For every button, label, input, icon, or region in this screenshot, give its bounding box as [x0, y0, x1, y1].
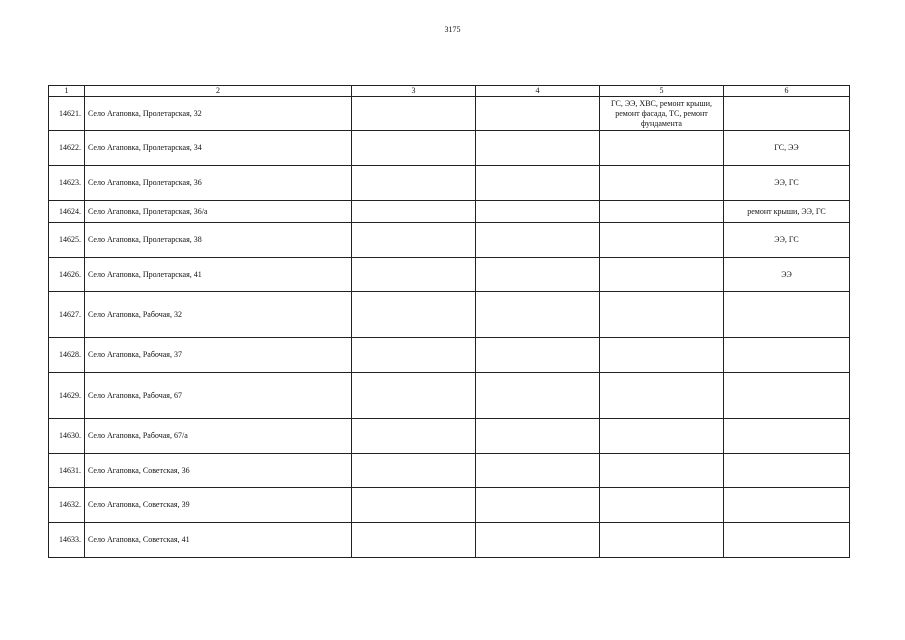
column-header-3: 3 [352, 86, 476, 97]
row-number: 14632. [49, 488, 85, 523]
row-number: 14624. [49, 201, 85, 223]
row-col-3 [352, 201, 476, 223]
row-col-6 [724, 454, 850, 488]
row-col-5 [600, 373, 724, 419]
row-col-3 [352, 292, 476, 338]
table-row [49, 373, 850, 419]
column-header-4: 4 [476, 86, 600, 97]
row-col-5: ГС, ЭЭ, ХВС, ремонт крыши, ремонт фасада, ТС, ремонт фундамента [600, 97, 724, 131]
row-col-3 [352, 373, 476, 419]
row-col-3 [352, 166, 476, 201]
row-col-3 [352, 454, 476, 488]
row-number: 14626. [49, 258, 85, 292]
row-col-3 [352, 338, 476, 373]
table-row [49, 131, 850, 166]
row-col-5 [600, 454, 724, 488]
page-number: 3175 [444, 25, 461, 34]
row-col-4 [476, 166, 600, 201]
row-col-6 [724, 419, 850, 454]
row-col-5 [600, 419, 724, 454]
row-col-3 [352, 523, 476, 558]
row-col-3 [352, 131, 476, 166]
column-header-5: 5 [600, 86, 724, 97]
row-col-5 [600, 131, 724, 166]
row-col-3 [352, 258, 476, 292]
row-col-6: ЭЭ [724, 258, 850, 292]
row-col-5 [600, 338, 724, 373]
table-row [49, 201, 850, 223]
table-header-row [49, 86, 850, 97]
row-address: Село Агаповка, Пролетарская, 38 [85, 223, 352, 258]
row-address: Село Агаповка, Рабочая, 37 [85, 338, 352, 373]
row-col-5 [600, 166, 724, 201]
row-col-4 [476, 292, 600, 338]
row-col-4 [476, 131, 600, 166]
row-col-5 [600, 223, 724, 258]
row-col-5 [600, 488, 724, 523]
row-address: Село Агаповка, Пролетарская, 36 [85, 166, 352, 201]
row-col-4 [476, 97, 600, 131]
row-col-5 [600, 523, 724, 558]
row-address: Село Агаповка, Советская, 39 [85, 488, 352, 523]
row-number: 14622. [49, 131, 85, 166]
row-col-6: ЭЭ, ГС [724, 166, 850, 201]
row-col-4 [476, 201, 600, 223]
table-row [49, 523, 850, 558]
row-col-4 [476, 523, 600, 558]
row-col-6 [724, 488, 850, 523]
row-col-4 [476, 338, 600, 373]
row-col-5 [600, 201, 724, 223]
table-row [49, 292, 850, 338]
table-row [49, 454, 850, 488]
row-col-5 [600, 258, 724, 292]
row-col-3 [352, 97, 476, 131]
row-col-3 [352, 223, 476, 258]
row-number: 14631. [49, 454, 85, 488]
row-col-6: ГС, ЭЭ [724, 131, 850, 166]
row-col-4 [476, 454, 600, 488]
row-address: Село Агаповка, Советская, 41 [85, 523, 352, 558]
row-number: 14621. [49, 97, 85, 131]
row-col-6 [724, 338, 850, 373]
row-address: Село Агаповка, Рабочая, 67/а [85, 419, 352, 454]
column-header-1: 1 [49, 86, 85, 97]
row-number: 14629. [49, 373, 85, 419]
row-address: Село Агаповка, Пролетарская, 41 [85, 258, 352, 292]
row-number: 14628. [49, 338, 85, 373]
row-col-4 [476, 488, 600, 523]
table-row [49, 338, 850, 373]
row-address: Село Агаповка, Рабочая, 67 [85, 373, 352, 419]
row-col-4 [476, 419, 600, 454]
row-address: Село Агаповка, Пролетарская, 36/а [85, 201, 352, 223]
row-number: 14633. [49, 523, 85, 558]
table-row [49, 223, 850, 258]
row-col-4 [476, 258, 600, 292]
row-number: 14625. [49, 223, 85, 258]
table-row [49, 258, 850, 292]
row-col-5 [600, 292, 724, 338]
row-col-3 [352, 419, 476, 454]
table-row [49, 166, 850, 201]
row-col-4 [476, 373, 600, 419]
row-number: 14623. [49, 166, 85, 201]
row-col-3 [352, 488, 476, 523]
row-address: Село Агаповка, Советская, 36 [85, 454, 352, 488]
row-col-6 [724, 373, 850, 419]
row-col-6: ЭЭ, ГС [724, 223, 850, 258]
row-number: 14630. [49, 419, 85, 454]
row-col-6 [724, 97, 850, 131]
table-row [49, 419, 850, 454]
table-row [49, 488, 850, 523]
row-col-6 [724, 523, 850, 558]
row-col-6 [724, 292, 850, 338]
column-header-6: 6 [724, 86, 850, 97]
row-col-4 [476, 223, 600, 258]
row-address: Село Агаповка, Пролетарская, 32 [85, 97, 352, 131]
row-address: Село Агаповка, Пролетарская, 34 [85, 131, 352, 166]
row-col-6: ремонт крыши, ЭЭ, ГС [724, 201, 850, 223]
table-row [49, 97, 850, 131]
row-number: 14627. [49, 292, 85, 338]
data-table [48, 85, 850, 558]
row-address: Село Агаповка, Рабочая, 32 [85, 292, 352, 338]
column-header-2: 2 [85, 86, 352, 97]
